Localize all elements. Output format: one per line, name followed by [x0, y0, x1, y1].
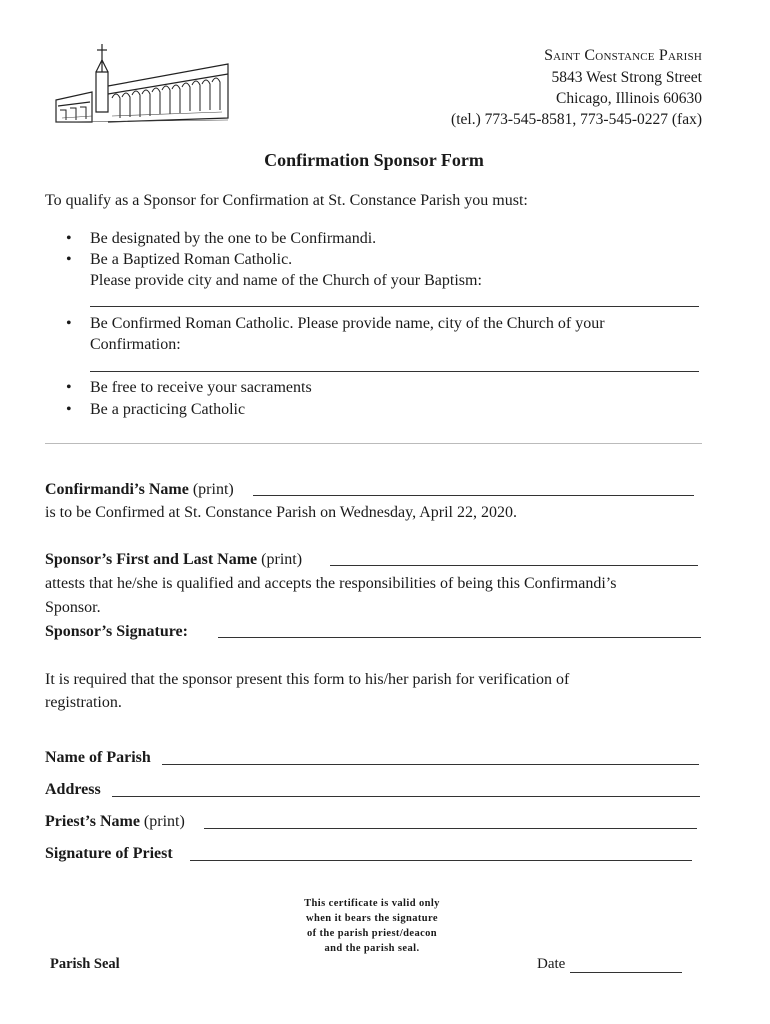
bullet-icon: •: [66, 230, 72, 247]
required-text: It is required that the sponsor present this form to his/her parish for verification of: [45, 671, 570, 688]
parish-name: Saint Constance Parish: [544, 47, 702, 64]
required-text: registration.: [45, 694, 122, 711]
requirement-text: Please provide city and name of the Church of your Baptism:: [90, 272, 482, 289]
bullet-icon: •: [66, 315, 72, 332]
date-field[interactable]: [570, 972, 682, 973]
priest-name-label: Priest’s Name (print): [45, 813, 185, 830]
sponsor-signature-label: Sponsor’s Signature:: [45, 623, 188, 640]
requirement-text: Be Confirmed Roman Catholic. Please provide name, city of the Church of your: [90, 315, 605, 332]
bullet-icon: •: [66, 251, 72, 268]
confirmandi-name-field[interactable]: [253, 495, 694, 496]
parish-address-line1: 5843 West Strong Street: [551, 69, 702, 86]
print-hint: (print): [139, 813, 185, 830]
sponsor-name-label: [45, 549, 302, 570]
attest-text: Sponsor.: [45, 599, 101, 616]
priest-signature-field[interactable]: [190, 860, 692, 861]
parish-seal-label: Parish Seal: [50, 956, 120, 972]
bullet-icon: •: [66, 401, 72, 418]
confirmandi-name-label: [45, 479, 234, 500]
attest-text: attests that he/she is qualified and accepts the responsibilities of being this Confirmandi’s: [45, 575, 617, 592]
bullet-icon: •: [66, 379, 72, 396]
validity-notice: This certificate is valid only when it bears the signature of the parish priest/deacon and the parish seal.: [304, 898, 440, 954]
requirement-text: Be a Baptized Roman Catholic.: [90, 251, 293, 268]
confirmed-text: is to be Confirmed at St. Constance Parish on Wednesday, April 22, 2020.: [45, 504, 517, 521]
print-hint: (print): [257, 551, 303, 568]
requirement-text: Be free to receive your sacraments: [90, 379, 312, 396]
parish-phone: (tel.) 773-545-8581, 773-545-0227 (fax): [451, 111, 702, 128]
address-label: Address: [45, 781, 101, 798]
priest-name-field[interactable]: [204, 828, 697, 829]
confirmation-church-field[interactable]: [90, 371, 699, 372]
priest-signature-label: Signature of Priest: [45, 845, 173, 862]
parish-address-line2: Chicago, Illinois 60630: [556, 90, 702, 107]
confirmandi-label: Confirmandi’s Name: [45, 481, 189, 498]
form-title: Confirmation Sponsor Form: [264, 150, 484, 170]
address-field[interactable]: [112, 796, 700, 797]
date-label: Date: [537, 956, 566, 972]
sponsor-name-field[interactable]: [330, 565, 698, 566]
requirement-text: Be a practicing Catholic: [90, 401, 246, 418]
requirement-text: Confirmation:: [90, 336, 181, 353]
sponsor-label: Sponsor’s First and Last Name: [45, 551, 258, 568]
print-hint: (print): [188, 481, 234, 498]
requirement-text: Be designated by the one to be Confirmandi.: [90, 230, 377, 247]
section-divider: [45, 443, 702, 444]
church-sketch-icon: [52, 42, 232, 124]
parish-name-field[interactable]: [162, 764, 699, 765]
parish-name-label: Name of Parish: [45, 749, 151, 766]
sponsor-signature-field[interactable]: [218, 637, 701, 638]
intro-text: To qualify as a Sponsor for Confirmation at St. Constance Parish you must:: [45, 192, 528, 209]
baptism-church-field[interactable]: [90, 306, 699, 307]
